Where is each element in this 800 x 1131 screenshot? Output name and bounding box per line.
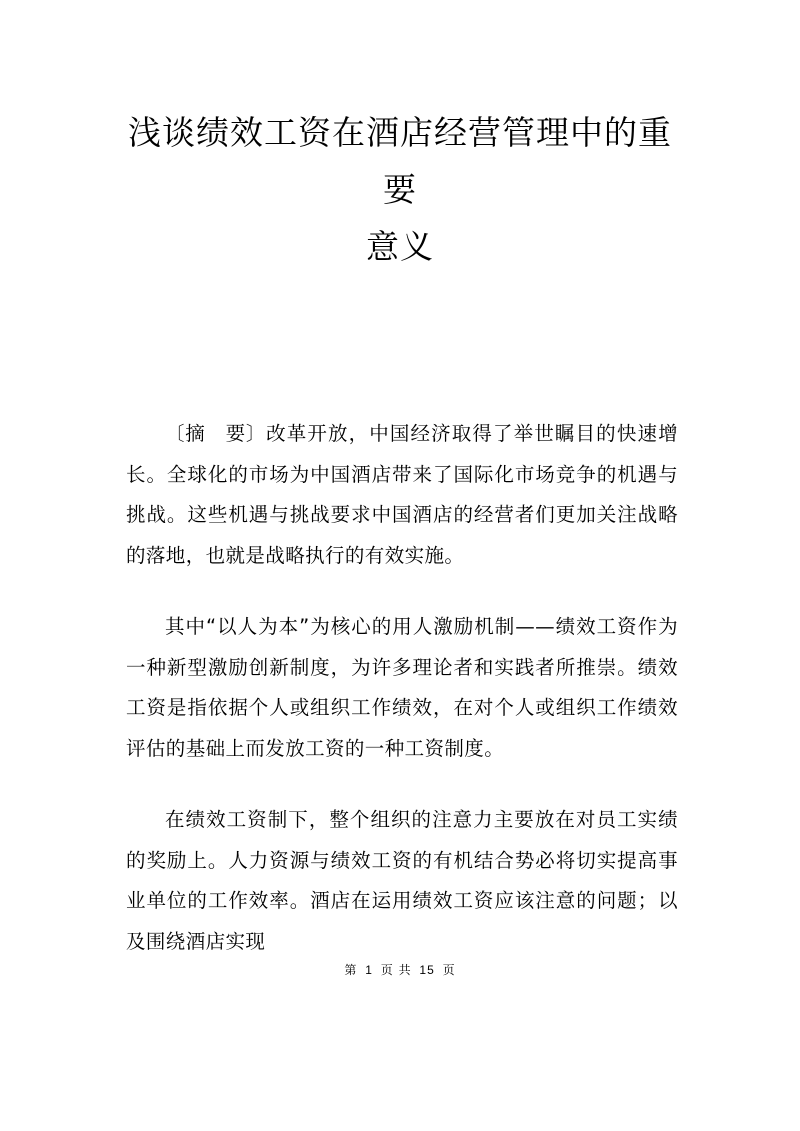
page-footer xyxy=(0,961,800,978)
abstract-text: 改革开放，中国经济取得了举世瞩目的快速增长。全球化的市场为中国酒店带来了国际化市场竞争的机遇与挑战。这些机遇与挑战要求中国酒店的经营者们更加关注战略的落地，也就是战略执行的有效实施。 xyxy=(126,422,678,567)
body-paragraph-2 xyxy=(126,607,678,769)
footer-middle: 页 共 xyxy=(380,963,412,977)
total-page-number: 15 xyxy=(419,963,435,977)
title-line-2: 意义 xyxy=(366,227,434,266)
document-title xyxy=(120,104,680,275)
current-page-number: 1 xyxy=(365,963,373,977)
title-line-1: 浅谈绩效工资在酒店经营管理中的重要 xyxy=(128,113,672,209)
abstract-label: 〔摘 要〕 xyxy=(165,422,267,445)
footer-prefix: 第 xyxy=(344,963,358,977)
abstract-paragraph xyxy=(126,414,678,576)
body-paragraph-3 xyxy=(126,800,678,962)
paragraph-text: 其中“以人为本”为核心的用人激励机制——绩效工资作为一种新型激励创新制度，为许多理论者和实践者所推崇。绩效工资是指依据个人或组织工作绩效，在对个人或组织工作绩效评估的基础上而发放工资的一种工资制度。 xyxy=(126,615,678,760)
paragraph-text: 在绩效工资制下，整个组织的注意力主要放在对员工实绩的奖励上。人力资源与绩效工资的有机结合势必将切实提高事业单位的工作效率。酒店在运用绩效工资应该注意的问题；以及围绕酒店实现 xyxy=(126,808,678,953)
footer-suffix: 页 xyxy=(442,963,456,977)
document-body xyxy=(126,414,678,993)
